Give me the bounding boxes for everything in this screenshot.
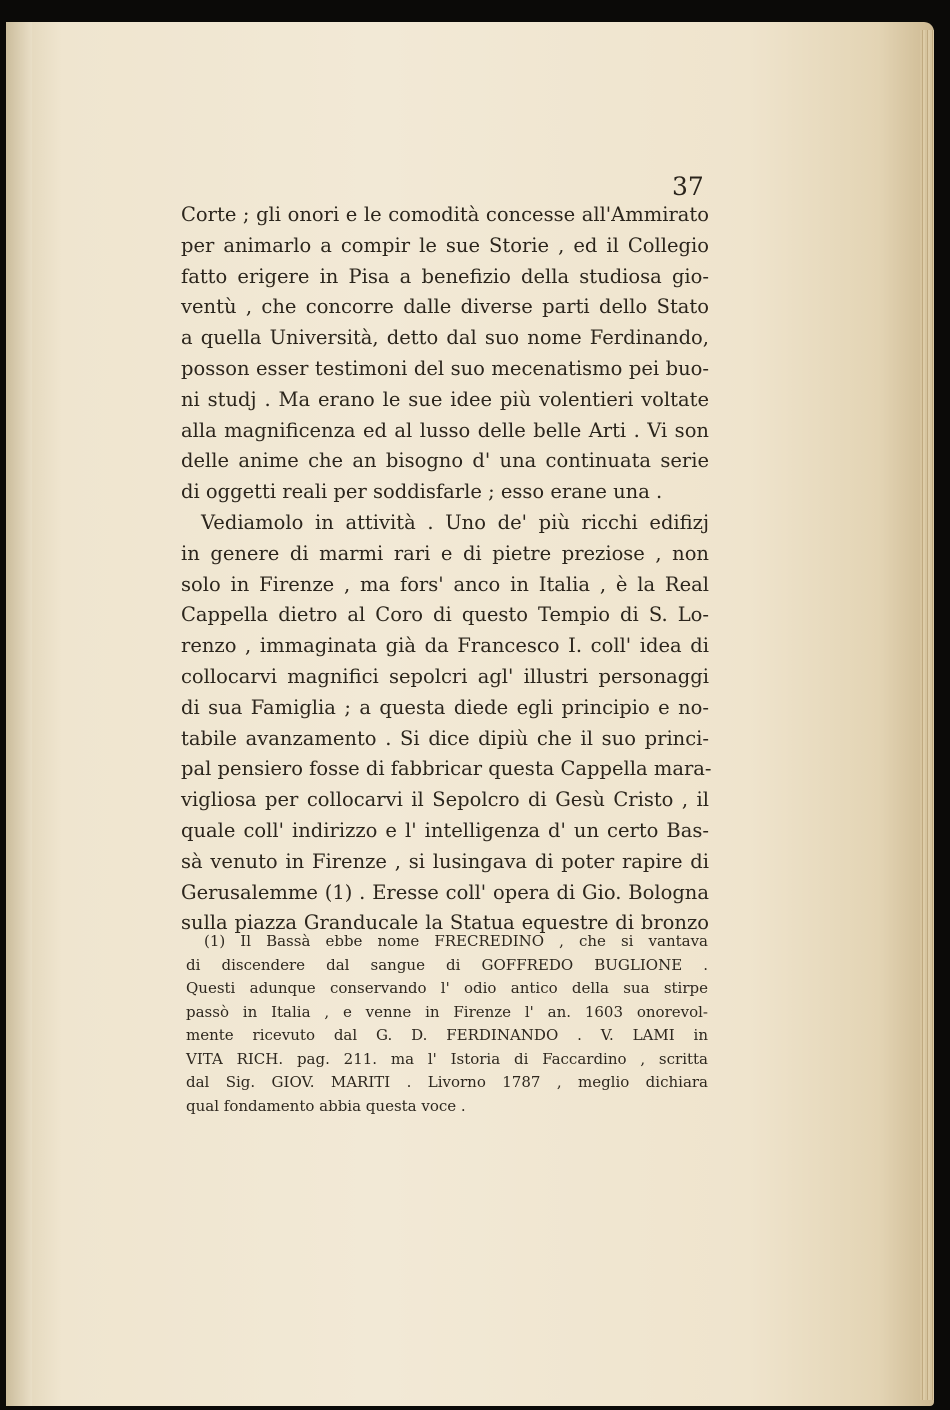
- text-line: Cappella dietro al Coro di questo Tempio di S. Lo-: [181, 603, 709, 627]
- text-line: ni studj . Ma erano le sue idee più volentieri voltate: [181, 387, 709, 411]
- text-line: renzo , immaginata già da Francesco I. coll' idea di: [181, 634, 709, 658]
- footnote-line: di discendere dal sangue di GOFFREDO BUGLIONE .: [186, 955, 708, 974]
- text-line: di oggetti reali per soddisfarle ; esso erane una .: [181, 480, 663, 504]
- page-fore-edge: [920, 30, 934, 1400]
- text-line: tabile avanzamento . Si dice dipiù che il suo princi-: [181, 726, 709, 750]
- text-line: vigliosa per collocarvi il Sepolcro di Gesù Cristo , il: [181, 788, 709, 812]
- text-line: di sua Famiglia ; a questa diede egli principio e no-: [181, 695, 709, 719]
- text-line: sà venuto in Firenze , si lusingava di poter rapire di: [181, 849, 709, 873]
- text-line: Gerusalemme (1) . Eresse coll' opera di Gio. Bologna: [181, 880, 709, 904]
- text-line: Vediamolo in attività . Uno de' più ricchi edifizj: [201, 510, 709, 534]
- footnote-line: passò in Italia , e venne in Firenze l' an. 1603 onorevol-: [186, 1002, 708, 1021]
- footnote-line: VITA RICH. pag. 211. ma l' Istoria di Faccardino , scritta: [186, 1049, 708, 1068]
- text-line: per animarlo a compir le sue Storie , ed il Collegio: [181, 233, 709, 257]
- footnote-line: (1) Il Bassà ebbe nome FRECREDINO , che si vantava: [204, 932, 708, 950]
- footnote-line: qual fondamento abbia questa voce .: [186, 1096, 466, 1115]
- text-line: alla magnificenza ed al lusso delle belle Arti . Vi son: [181, 418, 709, 442]
- body-text: [181, 200, 712, 939]
- text-line: fatto erigere in Pisa a benefizio della studiosa gio-: [181, 264, 709, 288]
- page-gutter: [6, 22, 32, 1406]
- text-line: quale coll' indirizzo e l' intelligenza d' un certo Bas-: [181, 818, 709, 842]
- text-line: Corte ; gli onori e le comodità concesse all'Ammirato: [181, 203, 709, 226]
- text-line: sulla piazza Granducale la Statua equestre di bronzo: [181, 911, 709, 935]
- page-number: 37: [672, 172, 704, 201]
- text-line: a quella Università, detto dal suo nome Ferdinando,: [181, 326, 709, 350]
- text-line: solo in Firenze , ma fors' anco in Italia , è la Real: [181, 572, 709, 596]
- text-line: pal pensiero fosse di fabbricar questa Cappella mara-: [181, 757, 712, 781]
- text-line: ventù , che concorre dalle diverse parti dello Stato: [181, 295, 709, 319]
- footnote-line: mente ricevuto dal G. D. FERDINANDO . V. LAMI in: [186, 1026, 708, 1044]
- text-line: posson esser testimoni del suo mecenatismo pei buo-: [181, 356, 709, 380]
- footnote-line: dal Sig. GIOV. MARITI . Livorno 1787 , meglio dichiara: [186, 1073, 708, 1091]
- footnote: [186, 930, 708, 1118]
- footnote-line: Questi adunque conservando l' odio antico della sua stirpe: [186, 979, 708, 997]
- text-line: collocarvi magnifici sepolcri agl' illustri personaggi: [181, 664, 709, 688]
- text-line: delle anime che an bisogno d' una continuata serie: [181, 449, 709, 473]
- text-line: in genere di marmi rari e di pietre preziose , non: [181, 541, 709, 565]
